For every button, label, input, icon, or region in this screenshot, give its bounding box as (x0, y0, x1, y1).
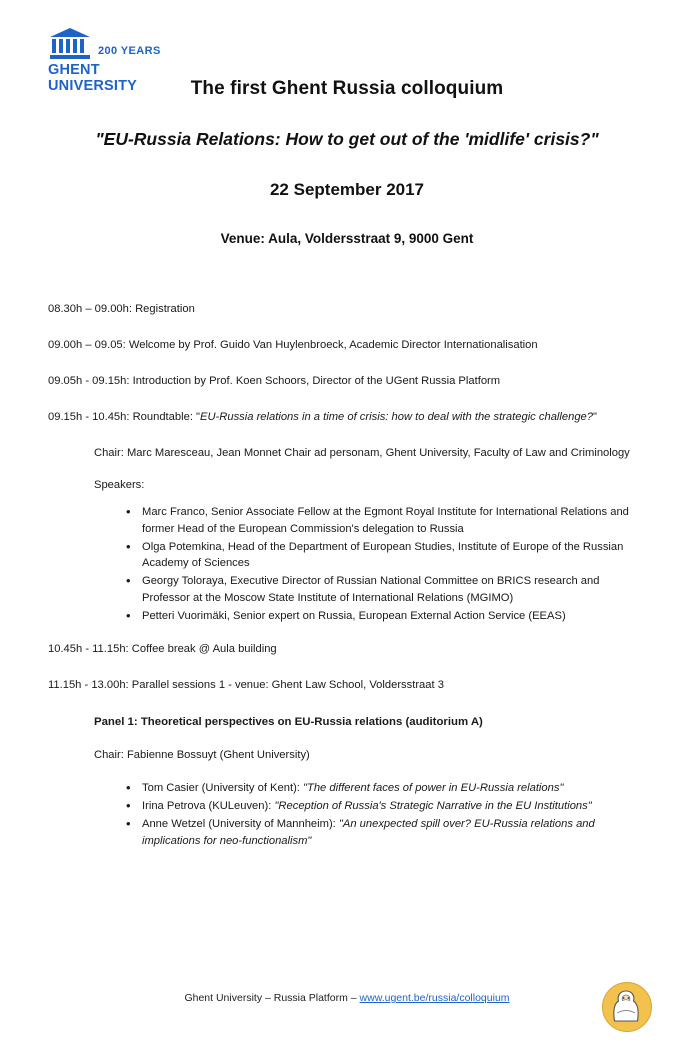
speaker-name: Tom Casier (University of Kent): (142, 781, 300, 794)
list-item: • Georgy Toloraya, Executive Director of Russian National Committee on BRICS research and Professor at the Moscow State Institute of International Relations (MGIMO) (142, 573, 642, 605)
university-building-icon (48, 26, 92, 60)
event-venue: Venue: Aula, Voldersstraat 9, 9000 Gent (220, 231, 474, 246)
footer-link[interactable]: www.ugent.be/russia/colloquium (359, 992, 510, 1004)
page-footer (0, 992, 694, 1004)
roundtable-title: EU-Russia relations in a time of crisis: how to deal with the strategic challenge? (200, 410, 594, 423)
footer-text: Ghent University – Russia Platform – (184, 992, 360, 1004)
programme-item-welcome: 09.00h – 09.05: Welcome by Prof. Guido Van Huylenbroeck, Academic Director Internationalisation (48, 338, 538, 351)
panel1-title: Panel 1: Theoretical perspectives on EU-Russia relations (auditorium A) (94, 715, 483, 728)
panel1-speakers-list (48, 780, 646, 849)
programme-item-coffee-break: 10.45h - 11.15h: Coffee break @ Aula building (48, 643, 277, 656)
speaker-talk-title: "Reception of Russia's Strategic Narrative in the EU Institutions" (274, 800, 592, 813)
logo-years-label: 200 YEARS (98, 45, 161, 57)
speakers-label: Speakers: (94, 478, 145, 491)
programme-item-parallel-sessions: 11.15h - 13.00h: Parallel sessions 1 - venue: Ghent Law School, Voldersstraat 3 (48, 678, 444, 691)
programme-item-introduction: 09.05h - 09.15h: Introduction by Prof. Koen Schoors, Director of the UGent Russia Platform (48, 374, 501, 387)
logo-wordmark-line2: UNIVERSITY (48, 78, 138, 95)
roundtable-chair: Chair: Marc Maresceau, Jean Monnet Chair ad personam, Ghent University, Faculty of Law and Criminology (94, 446, 630, 459)
list-item (142, 798, 642, 814)
programme-body (0, 302, 694, 849)
logo-wordmark-line1: GHENT (48, 62, 100, 78)
list-item: • Olga Potemkina, Head of the Department of European Studies, Institute of Europe of the Russian Academy of Sciences (142, 539, 642, 571)
roundtable-speakers-list (48, 504, 646, 624)
programme-item-registration: 08.30h – 09.00h: Registration (48, 303, 195, 315)
colloquium-subtitle: "EU-Russia Relations: How to get out of the 'midlife' crisis?" (95, 129, 599, 149)
list-item (142, 816, 642, 848)
panel1-chair: Chair: Fabienne Bossuyt (Ghent University) (94, 749, 310, 762)
page-title: The first Ghent Russia colloquium (190, 78, 504, 99)
matryoshka-icon (602, 982, 652, 1032)
list-item (142, 780, 642, 796)
list-item: • Marc Franco, Senior Associate Fellow at the Egmont Royal Institute for International Relations and former Head of the European Commission's delegation to Russia (142, 504, 642, 536)
programme-item-roundtable (48, 410, 646, 426)
speaker-name: Irina Petrova (KULeuven): (142, 800, 272, 813)
speaker-talk-title: "The different faces of power in EU-Russia relations" (303, 781, 564, 794)
ghent-university-logo (48, 26, 198, 94)
speaker-name: Anne Wetzel (University of Mannheim): (142, 818, 336, 831)
list-item: • Petteri Vuorimäki, Senior expert on Russia, European External Action Service (EEAS) (142, 608, 642, 624)
roundtable-prefix: 09.15h - 10.45h: Roundtable: " (48, 410, 201, 423)
logo-mark (48, 26, 198, 60)
matryoshka-doll-shape (603, 983, 649, 1029)
roundtable-suffix: " (593, 410, 597, 423)
event-date: 22 September 2017 (269, 180, 425, 199)
logo-wordmark (48, 62, 198, 94)
speaker-talk-title: "An unexpected spill over? EU-Russia relations and implications for neo-functionalism" (142, 818, 595, 847)
